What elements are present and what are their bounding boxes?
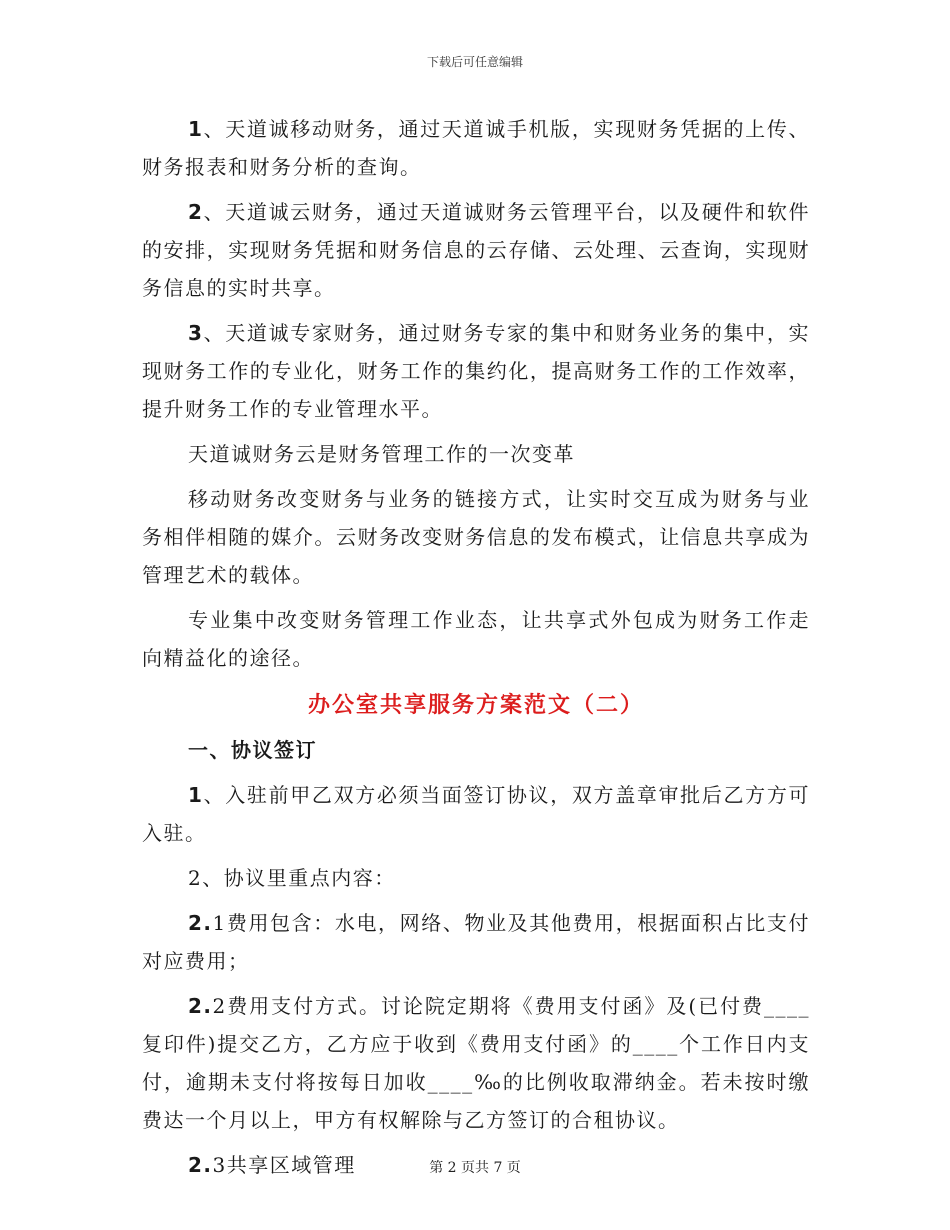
item-number: 1	[188, 783, 204, 807]
paragraph-agreement-2: 2、协议里重点内容：	[188, 866, 396, 890]
paragraph-text: 、天道诚专家财务，通过财务专家的集中和财务业务的集中，实现财务工作的专业化，财务工作的集约化，提高财务工作的工作效率，提升财务工作的专业管理水平。	[142, 321, 810, 421]
section-title: 办公室共享服务方案范文（二）	[307, 692, 644, 718]
paragraph-text: 3共享区域管理	[212, 1153, 356, 1177]
paragraph-professional: 专业集中改变财务管理工作业态，让共享式外包成为财务工作走向精益化的途径。	[142, 608, 810, 670]
item-number: 2.	[188, 911, 213, 935]
paragraph-revolution: 天道诚财务云是财务管理工作的一次变革	[188, 442, 575, 466]
paragraph-agreement-1	[142, 776, 810, 852]
paragraph-payment-method	[142, 987, 810, 1139]
page-header: 下载后可任意编辑	[426, 55, 523, 69]
item-number: 3	[188, 321, 204, 345]
paragraph-fees-included	[142, 904, 810, 980]
item-number: 1	[188, 117, 204, 141]
paragraph-text: 、天道诚云财务，通过天道诚财务云管理平台，以及硬件和软件的安排，实现财务凭据和财务信息的云存储、云处理、云查询，实现财务信息的实时共享。	[142, 200, 810, 300]
document-body	[142, 110, 810, 1184]
page-footer: 第 2 页共 7 页	[429, 1160, 521, 1176]
paragraph-cloud-finance	[142, 193, 810, 307]
item-number: 2.	[188, 994, 213, 1018]
paragraph-mobile-change: 移动财务改变财务与业务的链接方式，让实时交互成为财务与业务相伴相随的媒介。云财务改变财务信息的发布模式，让信息共享成为管理艺术的载体。	[142, 487, 810, 587]
item-number: 2.	[188, 1153, 213, 1177]
item-number: 2	[188, 200, 204, 224]
paragraph-text: 2费用支付方式。讨论院定期将《费用支付函》及(已付费____复印件)提交乙方，乙方应于收到《费用支付函》的____个工作日内支付，逾期未支付将按每日加收____‰的比例收取滞纳金。若未按时缴费达一个月以上，甲方有权解除与乙方签订的合租协议。	[142, 994, 810, 1132]
paragraph-mobile-finance	[142, 110, 810, 186]
paragraph-expert-finance	[142, 314, 810, 428]
paragraph-text: 1费用包含：水电，网络、物业及其他费用，根据面积占比支付对应费用；	[142, 911, 810, 973]
section-heading: 一、协议签订	[188, 738, 317, 762]
paragraph-text: 、入驻前甲乙双方必须当面签订协议，双方盖章审批后乙方方可入驻。	[142, 783, 810, 845]
paragraph-text: 、天道诚移动财务，通过天道诚手机版，实现财务凭据的上传、财务报表和财务分析的查询。	[142, 117, 810, 179]
